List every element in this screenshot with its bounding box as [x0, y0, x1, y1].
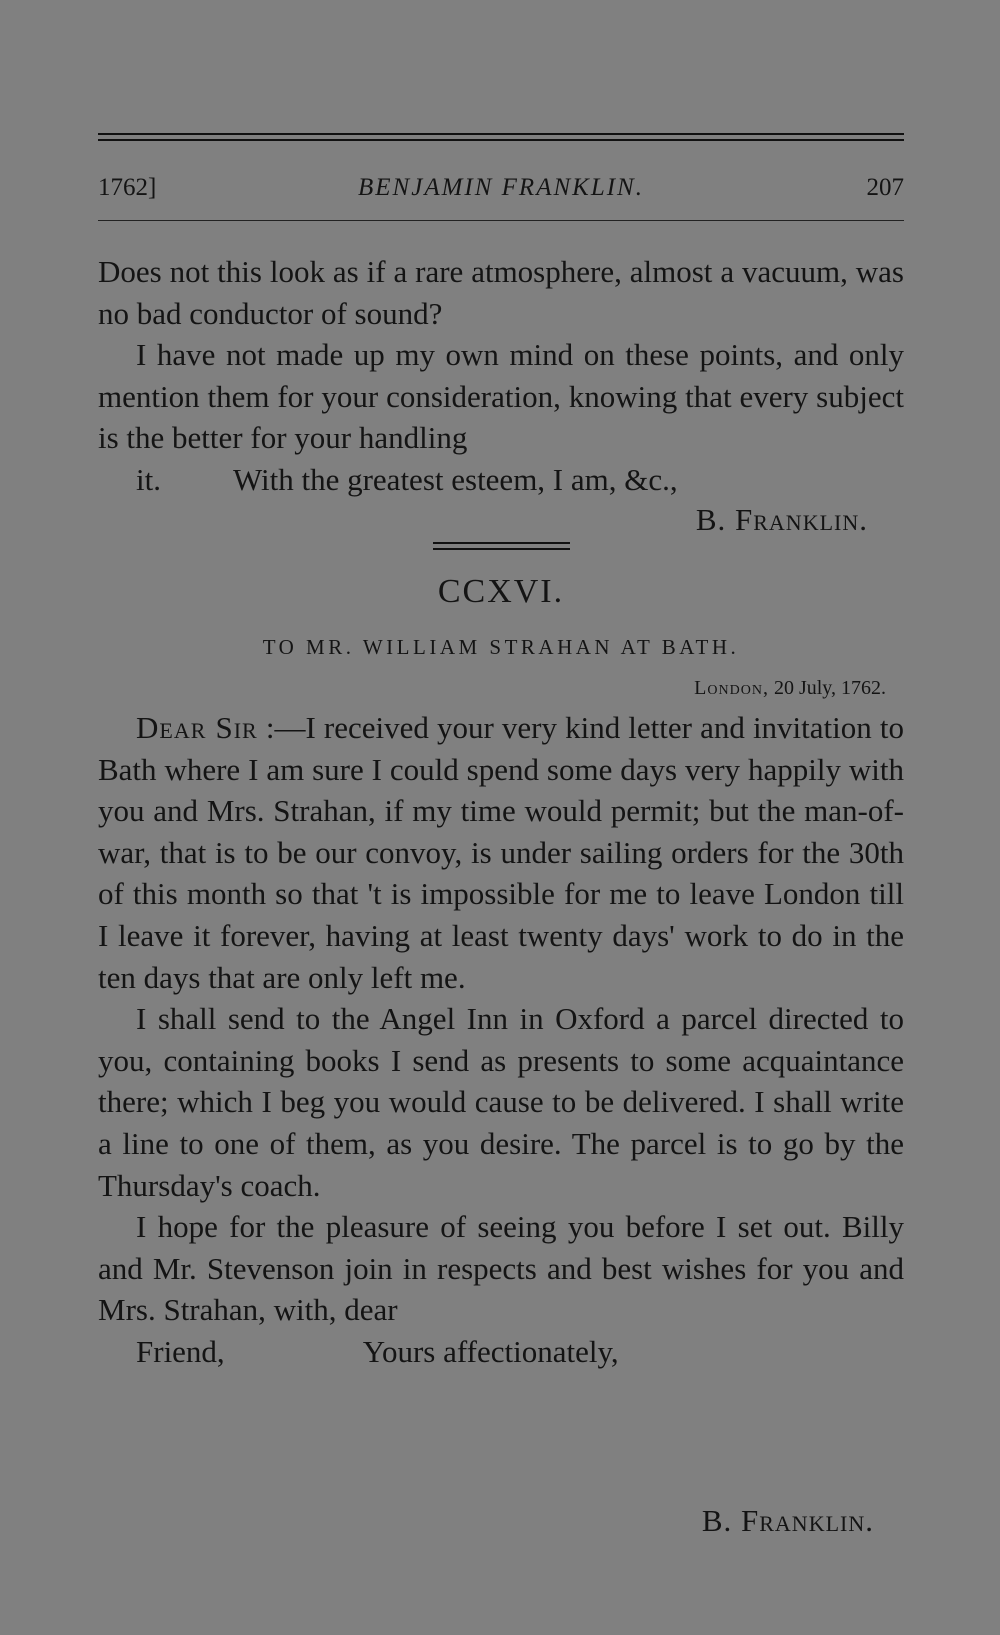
closing-line	[98, 1331, 904, 1373]
letter-dateline	[694, 673, 886, 703]
paragraph: I have not made up my own mind on these points, and only mention them for your consideration, knowing that every subject is the better for your handling	[98, 337, 904, 456]
paragraph: Does not this look as if a rare atmosphere, almost a vacuum, was no bad conductor of sound?	[98, 254, 904, 331]
book-page	[98, 0, 904, 1635]
running-head-title: BENJAMIN FRANKLIN.	[358, 174, 644, 201]
letter-body	[98, 707, 904, 1373]
letter-number: CCXVI.	[437, 573, 565, 610]
header-rule-bottom	[98, 220, 904, 221]
header-rule-top	[98, 133, 904, 135]
closing-lead: Friend,	[136, 1333, 225, 1369]
paragraph: I shall send to the Angel Inn in Oxford a parcel directed to you, containing books I send as presents to some acquaintance there; which I beg you would cause to be delivered. I shall write a line to one of them, as you desire. The parcel is to go by the Thursday's coach.	[98, 1001, 904, 1203]
paragraph	[98, 707, 904, 998]
signature: B. Franklin.	[695, 502, 868, 537]
section-divider-top	[433, 542, 570, 544]
page-number: 207	[866, 174, 904, 201]
running-head-year: 1762]	[98, 174, 157, 201]
closing-text: With the greatest esteem, I am, &c.,	[232, 461, 678, 497]
running-head	[98, 168, 904, 208]
salutation: Dear Sir	[136, 710, 258, 745]
closing-line	[98, 459, 904, 501]
closing-text: Yours affectionately,	[362, 1333, 619, 1369]
paragraph: I hope for the pleasure of seeing you before I set out. Billy and Mr. Stevenson join in respects and best wishes for you and Mrs. Strahan, with, dear	[98, 1209, 904, 1328]
paragraph-text: :—I received your very kind letter and invitation to Bath where I am sure I could spend some days very happily with you and Mrs. Strahan, if my time would permit; but the man-of-war, that is to be our convoy, is under sailing orders for the 30th of this month so that 't is impossible for me to leave London till I leave it forever, having at least twenty days' work to do in the ten days that are only left me.	[98, 710, 904, 995]
dateline-date: 20 July, 1762.	[773, 677, 886, 699]
section-divider-bottom	[433, 548, 570, 550]
previous-letter-body	[98, 251, 904, 501]
letter-addressee: TO MR. WILLIAM STRAHAN AT BATH.	[262, 635, 740, 659]
closing-lead: it.	[136, 461, 161, 497]
dateline-place: London,	[694, 677, 769, 699]
header-rule-second	[98, 139, 904, 141]
signature: B. Franklin.	[701, 1503, 874, 1538]
